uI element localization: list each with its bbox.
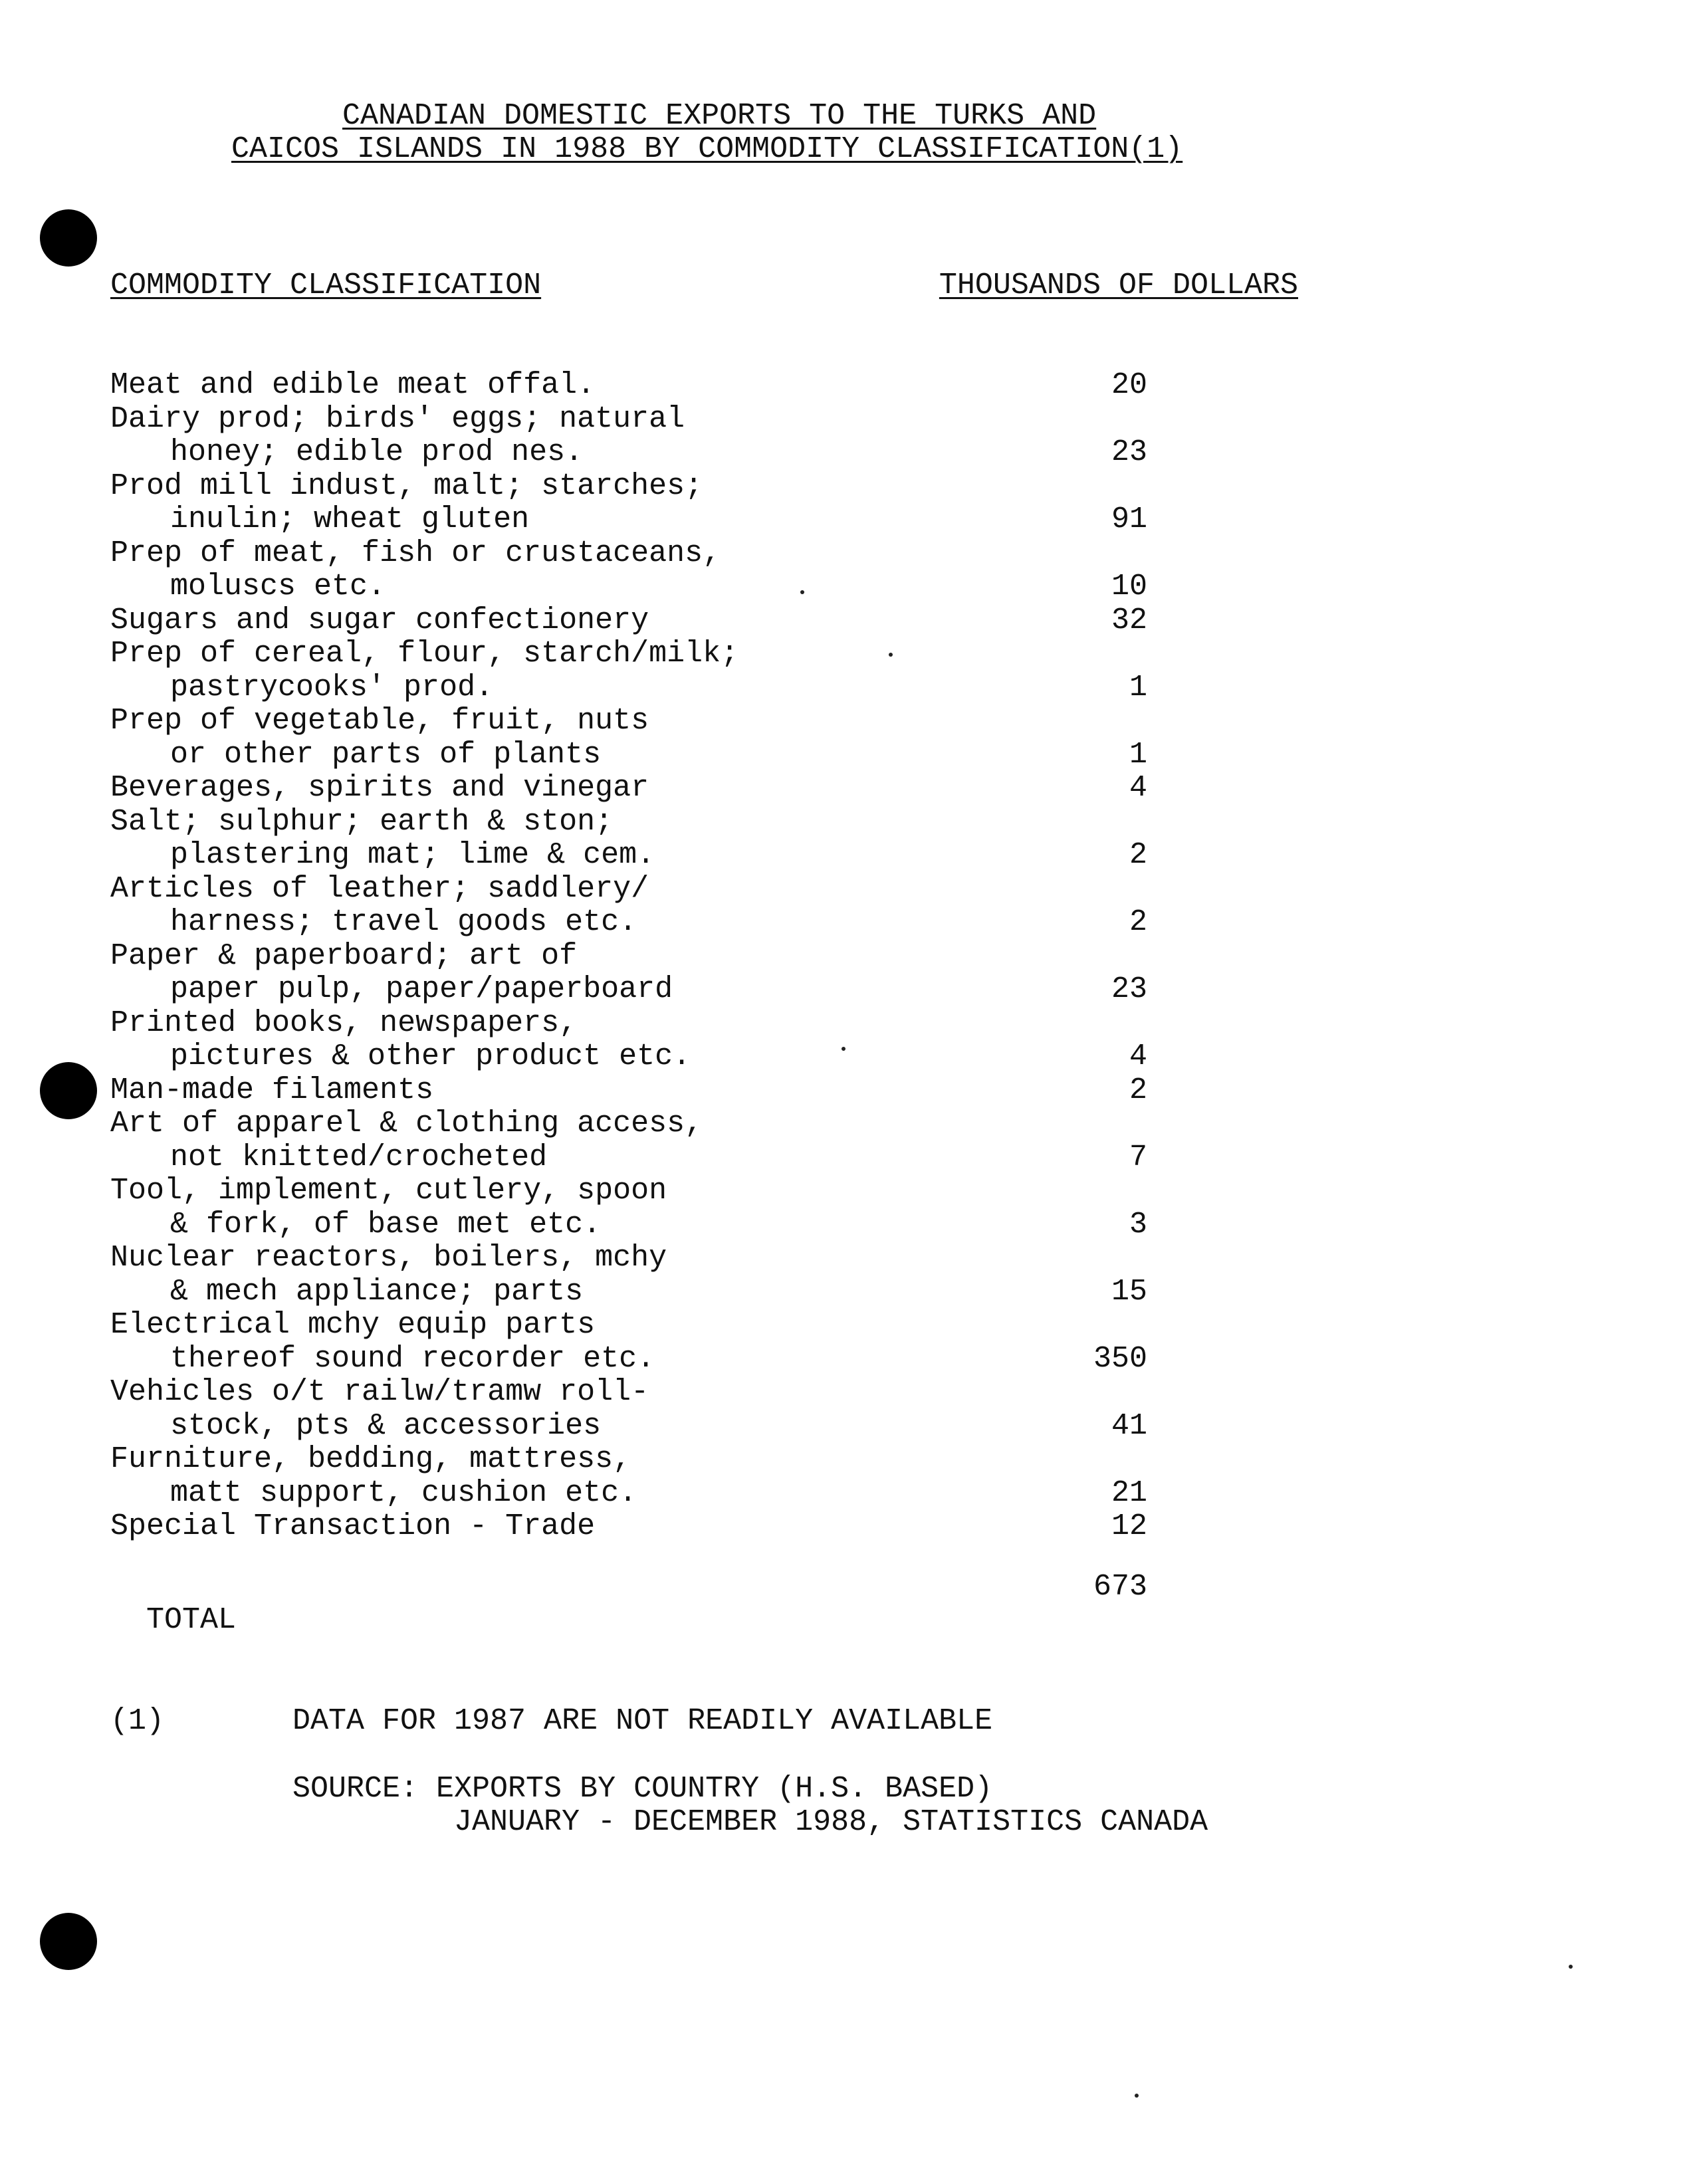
commodity-value: 7 [1129, 1140, 1147, 1174]
footnote-marker: (1) [110, 1704, 165, 1738]
commodity-value: 91 [1111, 502, 1147, 536]
commodity-label-continued: & fork, of base met etc. [170, 1207, 602, 1242]
commodity-label: Electrical mchy equip parts [110, 1308, 596, 1342]
commodity-label: Sugars and sugar confectionery [110, 603, 649, 637]
total-label: TOTAL [146, 1603, 237, 1637]
commodity-label-continued: or other parts of plants [170, 737, 602, 772]
table-row [110, 873, 1147, 940]
source-line-1: SOURCE: EXPORTS BY COUNTRY (H.S. BASED) [292, 1772, 993, 1806]
table-row [110, 806, 1147, 873]
table-row [110, 1074, 1147, 1108]
commodity-label-continued: not knitted/crocheted [170, 1140, 548, 1174]
table-row [110, 1107, 1147, 1174]
commodity-label-continued: pastrycooks' prod. [170, 670, 494, 705]
commodity-value: 23 [1111, 972, 1147, 1006]
commodity-label: Salt; sulphur; earth & ston; [110, 804, 614, 839]
commodity-label: Special Transaction - Trade [110, 1509, 596, 1543]
commodity-value: 12 [1111, 1509, 1147, 1543]
commodity-label: Beverages, spirits and vinegar [110, 771, 649, 805]
commodity-value: 1 [1129, 737, 1147, 772]
commodity-label: Art of apparel & clothing access, [110, 1107, 703, 1141]
commodity-label-continued: pictures & other product etc. [170, 1039, 691, 1073]
commodity-label: Printed books, newspapers, [110, 1006, 578, 1040]
table-row [110, 369, 1147, 403]
source-line-2: JANUARY - DECEMBER 1988, STATISTICS CANADA [454, 1805, 1208, 1839]
title-line-1: CANADIAN DOMESTIC EXPORTS TO THE TURKS AND [342, 99, 1097, 133]
commodity-value: 20 [1111, 368, 1147, 402]
scan-speck [1569, 1965, 1573, 1969]
commodity-value: 15 [1111, 1274, 1147, 1309]
commodity-label-continued: plastering mat; lime & cem. [170, 838, 655, 872]
commodity-value: 4 [1129, 1039, 1147, 1073]
commodity-label: Paper & paperboard; art of [110, 938, 578, 973]
table-row [110, 403, 1147, 470]
commodity-label-continued: inulin; wheat gluten [170, 502, 530, 536]
commodity-value: 10 [1111, 570, 1147, 603]
commodity-table [110, 369, 1147, 1544]
commodity-label: Prep of meat, fish or crustaceans, [110, 536, 721, 570]
commodity-value: 3 [1129, 1207, 1147, 1242]
table-row [110, 604, 1147, 638]
commodity-value: 350 [1093, 1341, 1147, 1376]
table-row [110, 1309, 1147, 1376]
commodity-label-continued: harness; travel goods etc. [170, 905, 637, 939]
commodity-label: Prep of vegetable, fruit, nuts [110, 704, 649, 738]
commodity-value: 2 [1129, 838, 1147, 872]
table-row [110, 772, 1147, 806]
commodity-label: Articles of leather; saddlery/ [110, 871, 649, 906]
table-row [110, 1510, 1147, 1544]
commodity-value: 32 [1111, 603, 1147, 637]
commodity-label: Nuclear reactors, boilers, mchy [110, 1241, 667, 1275]
commodity-value: 41 [1111, 1408, 1147, 1443]
commodity-label: Furniture, bedding, mattress, [110, 1442, 631, 1476]
punch-hole-top [40, 209, 97, 267]
commodity-label: Man-made filaments [110, 1073, 434, 1107]
table-row [110, 470, 1147, 537]
table-row [110, 637, 1147, 705]
table-row [110, 537, 1147, 604]
scan-speck [1135, 2094, 1139, 2098]
commodity-value: 23 [1111, 435, 1147, 469]
commodity-value: 1 [1129, 670, 1147, 705]
commodity-label: Prod mill indust, malt; starches; [110, 469, 703, 503]
commodity-label-continued: & mech appliance; parts [170, 1274, 584, 1309]
commodity-label: Meat and edible meat offal. [110, 368, 596, 402]
table-row [110, 1007, 1147, 1074]
punch-hole-middle [40, 1062, 97, 1119]
table-row [110, 1242, 1147, 1309]
footnote-text: DATA FOR 1987 ARE NOT READILY AVAILABLE [292, 1704, 993, 1738]
table-row [110, 1443, 1147, 1510]
commodity-value: 21 [1111, 1475, 1147, 1510]
table-row [110, 940, 1147, 1007]
table-row [110, 1174, 1147, 1242]
commodity-label: Vehicles o/t railw/tramw roll- [110, 1375, 649, 1409]
commodity-label-continued: thereof sound recorder etc. [170, 1341, 655, 1376]
total-row [110, 1571, 1147, 1670]
punch-hole-bottom [40, 1913, 97, 1970]
table-row [110, 1376, 1147, 1443]
commodity-label-continued: moluscs etc. [170, 570, 386, 603]
commodity-label-continued: honey; edible prod nes. [170, 435, 584, 469]
commodity-value: 2 [1129, 905, 1147, 939]
column-header-value: THOUSANDS OF DOLLARS [939, 269, 1298, 302]
title-line-2: CAICOS ISLANDS IN 1988 BY COMMODITY CLASSIFICATION(1) [231, 132, 1183, 166]
commodity-value: 4 [1129, 771, 1147, 805]
commodity-label: Tool, implement, cutlery, spoon [110, 1174, 667, 1208]
commodity-label: Prep of cereal, flour, starch/milk; [110, 637, 739, 671]
column-header-commodity: COMMODITY CLASSIFICATION [110, 269, 542, 302]
commodity-label: Dairy prod; birds' eggs; natural [110, 401, 685, 436]
table-row [110, 705, 1147, 772]
commodity-label-continued: matt support, cushion etc. [170, 1475, 637, 1510]
total-value: 673 [1093, 1570, 1147, 1604]
commodity-label-continued: paper pulp, paper/paperboard [170, 972, 673, 1006]
commodity-value: 2 [1129, 1073, 1147, 1107]
commodity-label-continued: stock, pts & accessories [170, 1408, 602, 1443]
